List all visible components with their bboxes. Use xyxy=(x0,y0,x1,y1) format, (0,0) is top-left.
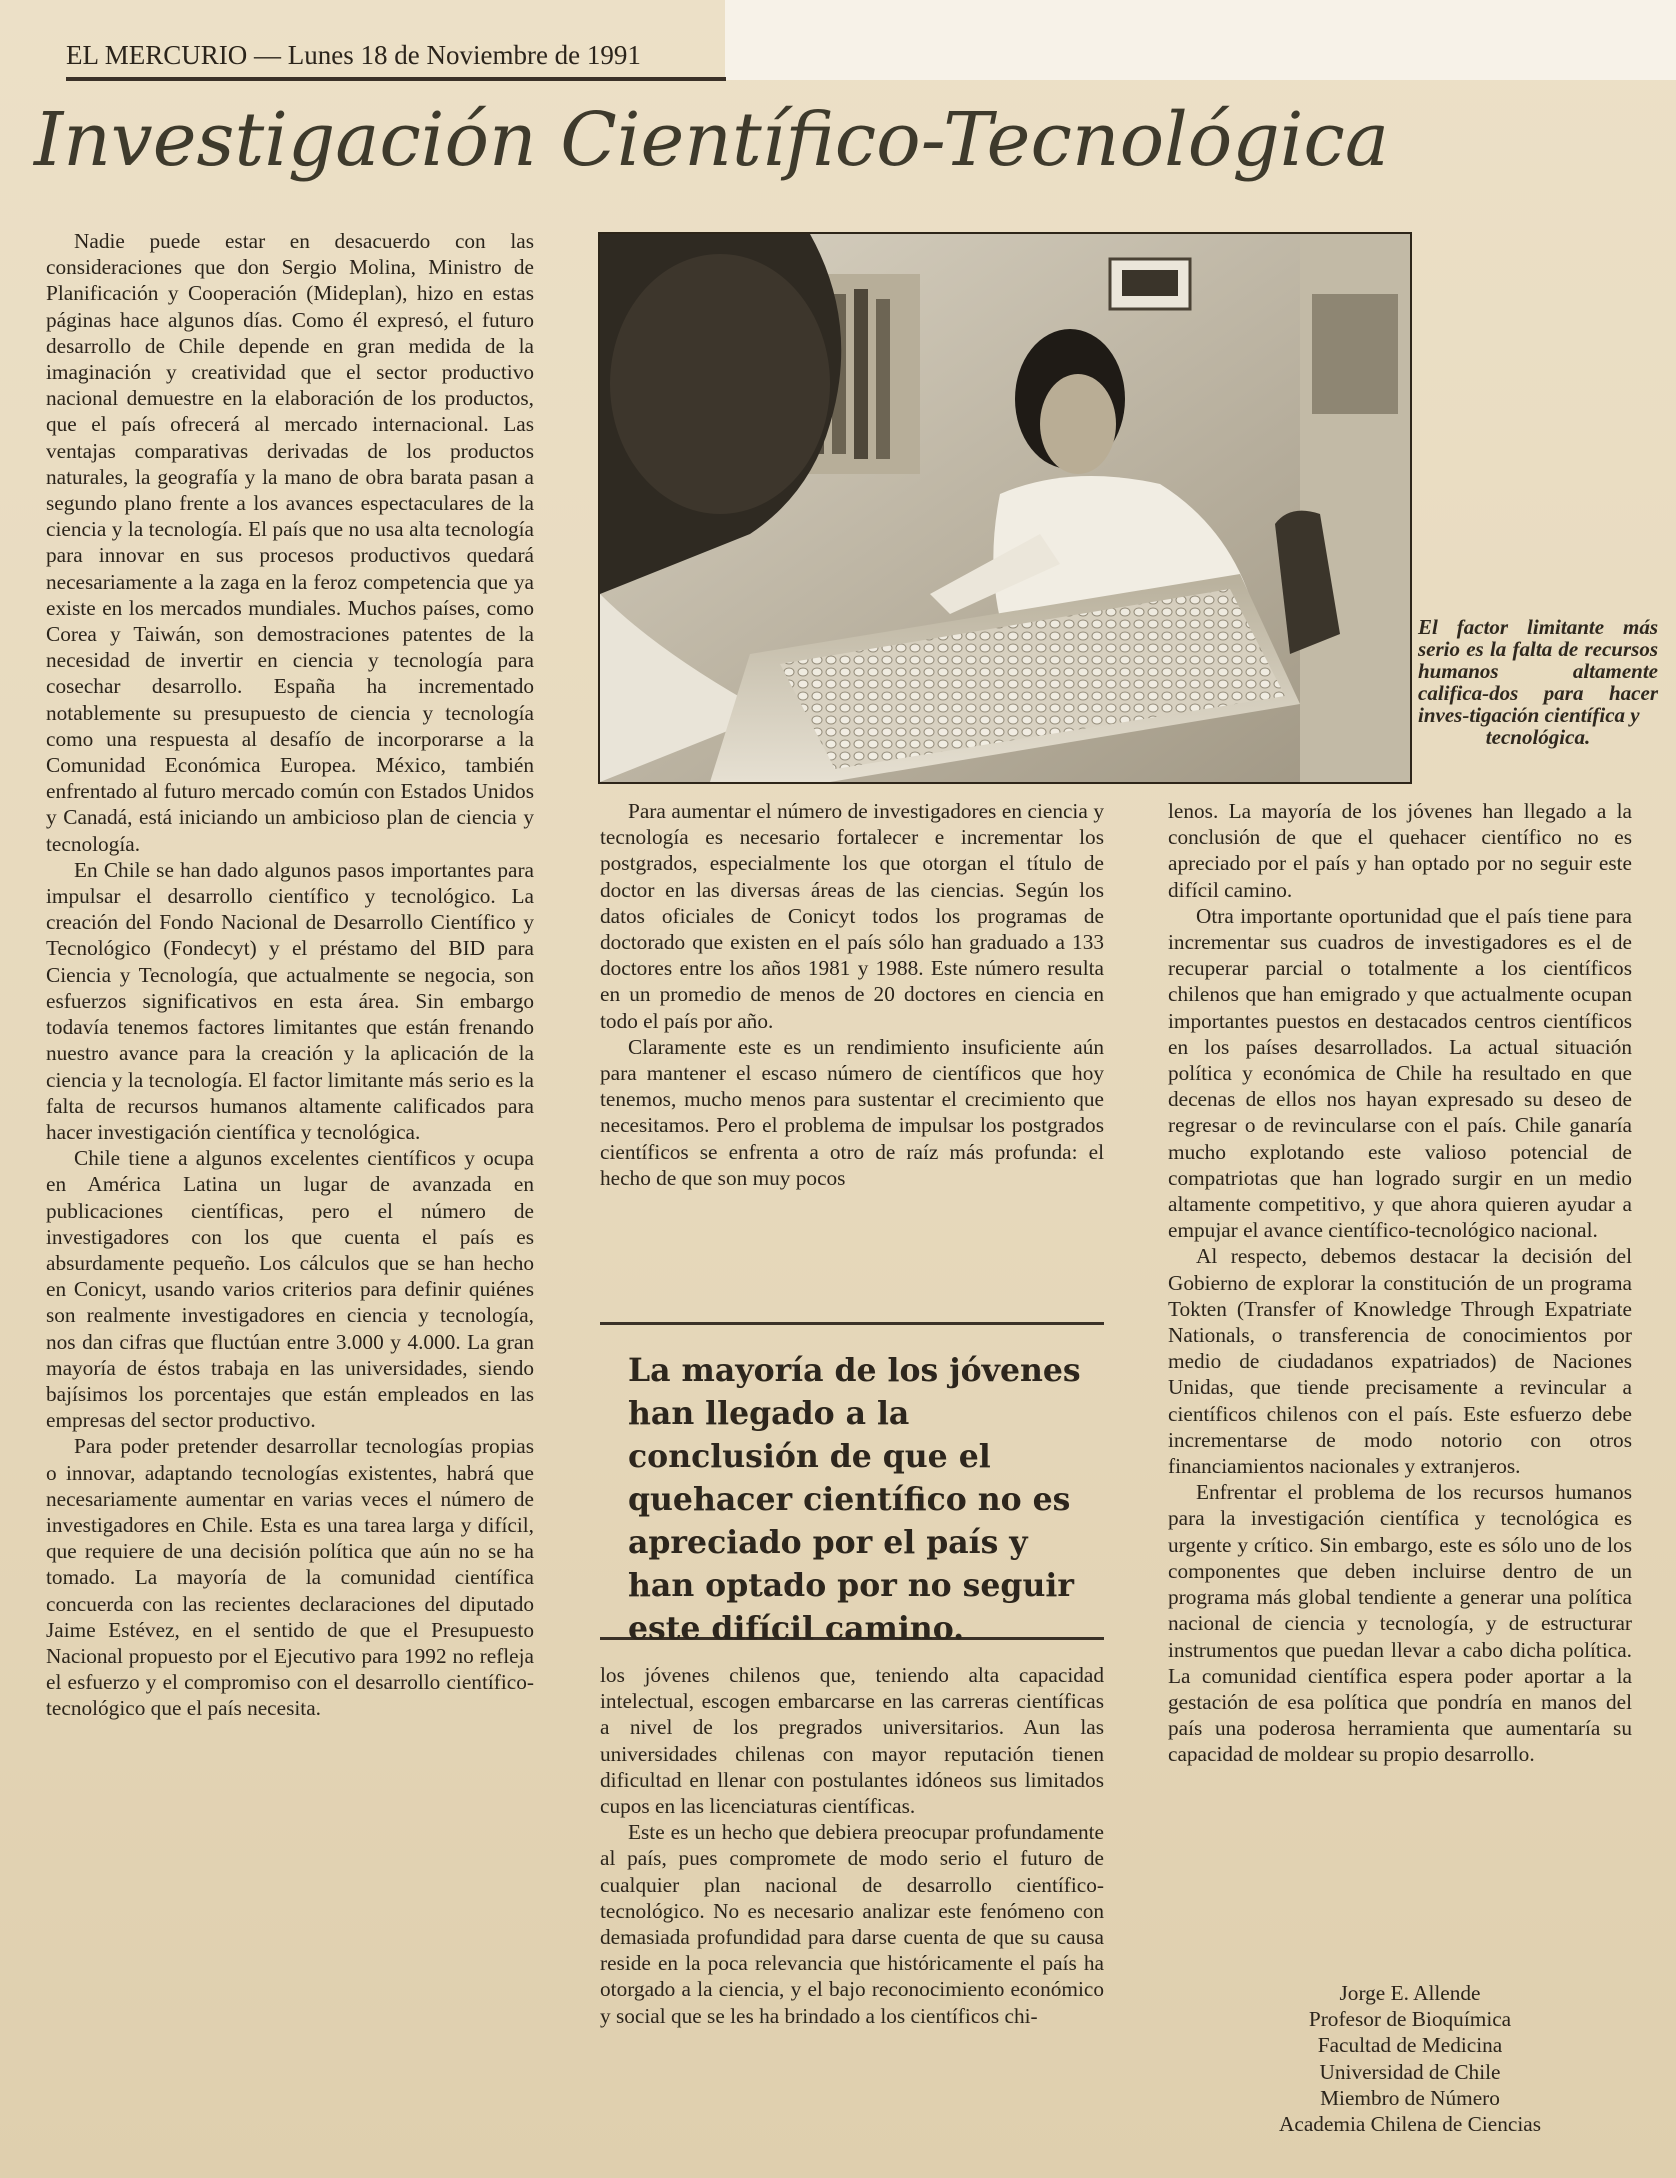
paragraph: Claramente este es un rendimiento insuficiente aún para mantener el escaso número de científicos que hoy tenemos, mucho menos para sustentar el crecimiento que necesitamos. Pero el problema de impulsar los postgrados científicos se enfrenta a otro de raíz más profunda: el hecho de que son muy pocos xyxy=(600,1034,1104,1190)
caption-text-last: tecnológica. xyxy=(1485,725,1591,749)
paragraph: Para poder pretender desarrollar tecnologías propias o innovar, adaptando tecnologías existentes, habrá que necesariamente aumentar en varias veces el número de investigadores en Chile. Esta es una tarea larga y difícil, que requiere de una decisión política que aún no se ha tomado. La mayoría de la comunidad científica concuerda con las recientes declaraciones del diputado Jaime Estévez, en el sentido de que el Presupuesto Nacional propuesto por el Ejecutivo para 1992 no refleja el esfuerzo y el compromiso con el desarrollo científico-tecnológico que el país necesita. xyxy=(46,1434,534,1721)
paragraph: En Chile se han dado algunos pasos importantes para impulsar el desarrollo científico y tecnológico. La creación del Fondo Nacional de Desarrollo Científico y Tecnológico (Fondecyt) y el préstamo del BID para Ciencia y Tecnología, que actualmente se negocia, son esfuerzos significativos en esta área. Sin embargo todavía tenemos factores limitantes que están frenando nuestro avance para la creación y la aplicación de la ciencia y la tecnología. El factor limitante más serio es la falta de recursos humanos altamente calificados para hacer investigación científica y tecnológica. xyxy=(46,857,534,1144)
article-column-2-top xyxy=(600,798,1104,1191)
paragraph: lenos. La mayoría de los jóvenes han llegado a la conclusión de que el quehacer científico no es apreciado por el país y han optado por no seguir este difícil camino. xyxy=(1168,799,1632,902)
author-faculty: Facultad de Medicina xyxy=(1317,2033,1503,2058)
paragraph: Para aumentar el número de investigadores en ciencia y tecnología es necesario fortalecer e incrementar los postgrados, especialmente los que otorgan el título de doctor en las diversas áreas de las ciencias. Según los datos oficiales de Conicyt todos los programas de doctorado que existen en el país sólo han graduado a 133 doctores entre los años 1981 y 1988. Este número resulta en un promedio de menos de 20 doctores en ciencia en todo el país por año. xyxy=(600,799,1104,1033)
author-membership: Miembro de Número xyxy=(1320,2085,1500,2110)
pull-quote-text: La mayoría de los jóvenes han llegado a la conclusión de que el quehacer científico no es apreciado por el país y han optado por no seguir este difícil camino. xyxy=(628,1352,1081,1647)
author-signature xyxy=(1190,1980,1630,2137)
author-university: Universidad de Chile xyxy=(1319,2059,1501,2084)
paragraph: Nadie puede estar en desacuerdo con las consideraciones que don Sergio Molina, Ministro de Planificación y Cooperación (Mideplan), hizo en estas páginas hace algunos días. Como él expresó, el futuro desarrollo de Chile depende en gran medida de la imaginación y creatividad que el sector productivo nacional demuestre en la elaboración de los productos, que el país ofrecerá al mercado internacional. Las ventajas comparativas derivadas de los productos naturales, la geografía y la mano de obra barata pasan a segundo plano frente a los avances espectaculares de la ciencia y la tecnología. El país que no usa alta tecnología para innovar en sus procesos productivos quedará necesariamente a la zaga en la feroz competencia que ya existe en los mercados mundiales. Muchos países, como Corea y Taiwán, son demostraciones patentes de la necesidad de invertir en ciencia y tecnología para cosechar desarrollo. España ha incrementado notablemente su presupuesto de ciencia y tecnología como una respuesta al desafío de incorporarse a la Comunidad Económica Europea. México, también enfrentado al futuro mercado común con Estados Unidos y Canadá, está iniciando un ambicioso plan de ciencia y tecnología. xyxy=(46,229,534,856)
headline: Investigación Científico-Tecnológica xyxy=(34,97,1389,183)
masthead: EL MERCURIO — Lunes 18 de Noviembre de 1991 xyxy=(66,40,726,81)
lab-photo xyxy=(598,232,1412,784)
article-column-2-bottom xyxy=(600,1662,1104,2029)
author-title: Profesor de Bioquímica xyxy=(1308,2007,1512,2032)
torn-corner xyxy=(725,0,1676,80)
article-column-3 xyxy=(1168,798,1632,1768)
lab-photo-illustration xyxy=(600,234,1410,782)
photo-caption xyxy=(1418,616,1658,748)
author-academy: Academia Chilena de Ciencias xyxy=(1279,2112,1541,2137)
paragraph: Al respecto, debemos destacar la decisión del Gobierno de explorar la constitución de un programa Tokten (Transfer of Knowledge Through Expatriate Nationals, o transferencia de conocimientos por medio de ciudadanos expatriados) de Naciones Unidas, que tiende precisamente a revincular a científicos chilenos con el país. Este esfuerzo debe incrementarse de modo notorio con otros financiamientos nacionales y extranjeros. xyxy=(1168,1244,1632,1479)
caption-text: El factor limitante más serio es la falta de recursos humanos altamente califica-dos para hacer inves-tigación científica y xyxy=(1418,615,1658,727)
paragraph: Otra importante oportunidad que el país tiene para incrementar sus cuadros de investigadores es el de recuperar parcial o totalmente a los científicos chilenos que han emigrado y que actualmente ocupan importantes puestos en destacados centros científicos en los países desarrollados. La actual situación política y económica de Chile ha resultado en que decenas de ellos nos hayan expresado su deseo de regresar o de revincularse con el país. Chile ganaría mucho explotando este valioso potencial de compatriotas que han logrado surgir en un medio altamente competitivo, y que ahora quieren ayudar a empujar el avance científico-tecnológico nacional. xyxy=(1168,903,1632,1243)
article-column-1 xyxy=(46,228,534,1722)
paragraph: Chile tiene a algunos excelentes científicos y ocupa en América Latina un lugar de avanzada en publicaciones científicas, pero el número de investigadores con los que cuenta el país es absurdamente pequeño. Los cálculos que se han hecho en Conicyt, usando varios criterios para definir quiénes son realmente investigadores en ciencia y tecnología, nos dan cifras que fluctúan entre 3.000 y 4.000. La gran mayoría de éstos trabaja en las universidades, siendo bajísimos los porcentajes que están empleados en las empresas del sector productivo. xyxy=(46,1146,534,1433)
paragraph: Este es un hecho que debiera preocupar profundamente al país, pues compromete de modo serio el futuro de cualquier plan nacional de desarrollo científico-tecnológico. No es necesario analizar este fenómeno con demasiada profundidad para darse cuenta de que su causa reside en la poca relevancia que históricamente el país ha otorgado a la ciencia, y el bajo reconocimiento económico y social que se les ha brindado a los científicos chi- xyxy=(600,1820,1104,2028)
paragraph: los jóvenes chilenos que, teniendo alta capacidad intelectual, escogen embarcarse en las carreras científicas a nivel de los pregrados universitarios. Aun las universidades chilenas con mayor reputación tienen dificultad en llenar con postulantes idóneos sus limitados cupos en las licenciaturas científicas. xyxy=(600,1663,1104,1819)
paragraph: Enfrentar el problema de los recursos humanos para la investigación científica y tecnológica es urgente y crítico. Sin embargo, este es sólo uno de los componentes que deben incluirse dentro de un programa más global tendiente a generar una política nacional de ciencia y tecnología, y de estructurar instrumentos que puedan llevar a cabo dicha política. La comunidad científica espera poder aportar a la gestación de esa política que pondría en manos del país una poderosa herramienta que aumentaría su capacidad de moldear su propio desarrollo. xyxy=(1168,1480,1632,1767)
author-name: Jorge E. Allende xyxy=(1339,1981,1481,2005)
pull-quote xyxy=(600,1322,1104,1647)
